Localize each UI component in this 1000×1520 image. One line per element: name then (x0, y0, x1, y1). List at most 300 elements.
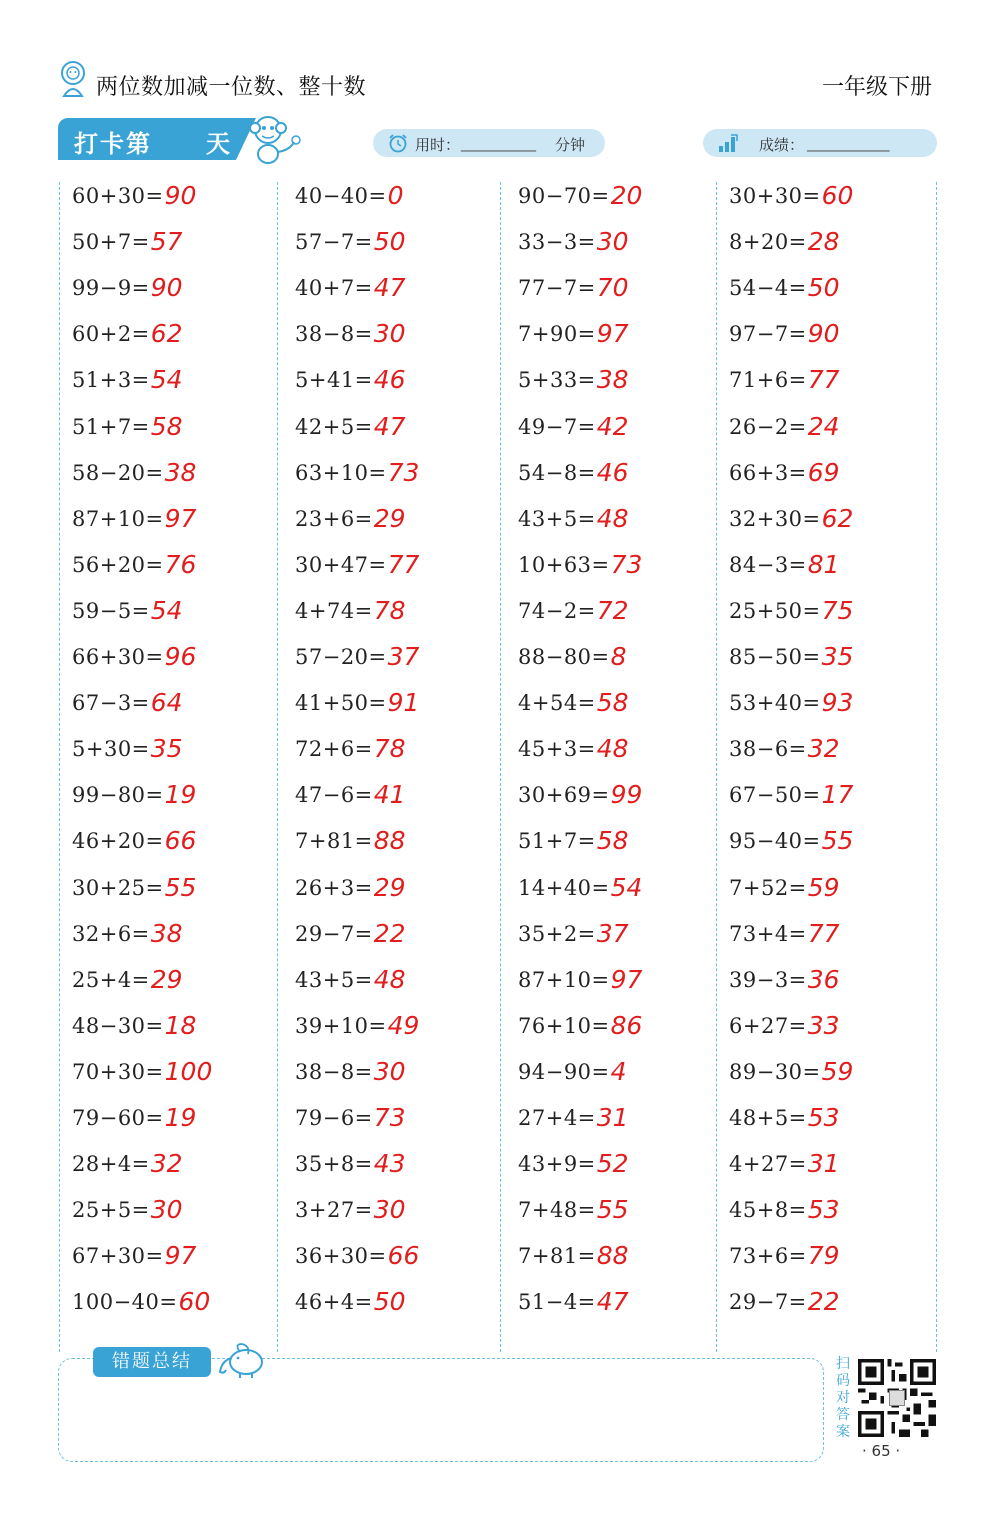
problem-row (729, 180, 853, 226)
handwritten-answer[interactable]: 97 (596, 319, 629, 349)
problem-row (72, 1286, 210, 1332)
handwritten-answer[interactable]: 30 (373, 319, 406, 349)
handwritten-answer[interactable]: 30 (373, 1056, 406, 1086)
problem-row (295, 825, 406, 871)
problem-expression: 25+4= (72, 967, 150, 992)
problem-expression: 87+10= (518, 967, 610, 992)
problem-row (729, 1240, 840, 1286)
problem-row (295, 779, 406, 825)
handwritten-answer[interactable]: 38 (596, 365, 629, 395)
handwritten-answer[interactable]: 8 (610, 642, 627, 671)
problem-expression: 60+2= (72, 322, 150, 347)
handwritten-answer[interactable]: 37 (596, 918, 629, 948)
problem-row (518, 180, 642, 226)
problem-row (518, 918, 629, 964)
problem-row (518, 733, 629, 779)
handwritten-answer[interactable]: 97 (610, 964, 643, 994)
problem-row (295, 272, 406, 318)
problem-expression: 25+50= (729, 598, 821, 623)
problem-expression: 79−60= (72, 1106, 164, 1130)
handwritten-answer[interactable]: 90 (164, 181, 197, 210)
handwritten-answer[interactable]: 48 (596, 734, 629, 764)
problem-row (729, 1102, 840, 1148)
problem-row (518, 687, 629, 733)
problem-row (72, 779, 196, 825)
handwritten-answer[interactable]: 55 (821, 826, 854, 856)
problem-row (295, 687, 419, 733)
handwritten-answer[interactable]: 81 (807, 549, 840, 579)
handwritten-answer[interactable]: 77 (807, 918, 840, 948)
problem-row (729, 549, 840, 595)
problem-row (518, 1010, 642, 1056)
problem-expression: 30+47= (295, 552, 387, 577)
problem-expression: 35+2= (518, 921, 596, 946)
problem-expression: 57−20= (295, 645, 387, 669)
problem-expression: 27+4= (518, 1106, 596, 1130)
handwritten-answer[interactable]: 64 (150, 688, 183, 718)
handwritten-answer[interactable]: 73 (387, 457, 420, 487)
problem-expression: 56+20= (72, 552, 164, 577)
handwritten-answer[interactable]: 46 (373, 365, 406, 395)
problem-row (72, 825, 196, 871)
handwritten-answer[interactable]: 36 (807, 964, 840, 994)
problem-expression: 54−4= (729, 276, 807, 301)
problem-expression: 30+25= (72, 875, 164, 900)
problem-row (72, 918, 183, 964)
handwritten-answer[interactable]: 35 (821, 642, 854, 671)
handwritten-answer[interactable]: 75 (821, 595, 854, 625)
handwritten-answer[interactable]: 88 (373, 826, 406, 856)
qr-code-icon[interactable] (858, 1359, 936, 1437)
handwritten-answer[interactable]: 59 (807, 872, 840, 902)
problem-expression: 63+10= (295, 460, 387, 485)
handwritten-answer[interactable]: 86 (610, 1010, 643, 1040)
problem-expression: 67−50= (729, 783, 821, 808)
problem-row (518, 595, 629, 641)
handwritten-answer[interactable]: 66 (387, 1241, 420, 1271)
handwritten-answer[interactable]: 78 (373, 595, 406, 625)
handwritten-answer[interactable]: 24 (807, 411, 840, 441)
handwritten-answer[interactable]: 42 (596, 411, 629, 441)
time-field (373, 129, 605, 157)
problem-expression: 57−7= (295, 230, 373, 255)
problem-expression: 29−7= (729, 1290, 807, 1315)
problem-row (518, 1148, 629, 1194)
problem-row (72, 641, 196, 687)
problem-expression: 28+4= (72, 1152, 150, 1177)
problem-row (295, 733, 406, 779)
problem-expression: 8+20= (729, 230, 807, 255)
problem-row (72, 457, 196, 503)
problem-expression: 97−7= (729, 322, 807, 347)
problem-row (295, 549, 419, 595)
column-divider (59, 182, 60, 1352)
problem-expression: 49−7= (518, 414, 596, 439)
handwritten-answer[interactable]: 96 (164, 642, 197, 671)
problem-row (72, 1194, 183, 1240)
problem-expression: 45+8= (729, 1198, 807, 1223)
problem-row (729, 411, 840, 457)
checkin-day-unit: 天 (206, 130, 230, 158)
problem-row (518, 1194, 629, 1240)
handwritten-answer[interactable]: 38 (164, 457, 197, 487)
handwritten-answer[interactable]: 62 (150, 319, 183, 349)
handwritten-answer[interactable]: 29 (150, 964, 183, 994)
column-divider (936, 182, 937, 1352)
handwritten-answer[interactable]: 54 (150, 365, 183, 395)
problem-row (72, 411, 183, 457)
problem-expression: 47−6= (295, 783, 373, 808)
handwritten-answer[interactable]: 41 (373, 780, 406, 810)
problem-row (295, 1194, 406, 1240)
problem-expression: 26−2= (729, 414, 807, 439)
problem-row (72, 595, 183, 641)
problem-row (729, 687, 853, 733)
problem-expression: 58−20= (72, 460, 164, 485)
problem-expression: 38−8= (295, 322, 373, 347)
problem-expression: 46+20= (72, 829, 164, 854)
handwritten-answer[interactable]: 29 (373, 503, 406, 533)
problem-row (729, 226, 840, 272)
problem-expression: 79−6= (295, 1106, 373, 1130)
problem-row (295, 918, 406, 964)
handwritten-answer[interactable]: 55 (596, 1195, 629, 1225)
problem-expression: 7+81= (518, 1244, 596, 1269)
problem-row (518, 226, 629, 272)
problem-expression: 7+90= (518, 322, 596, 347)
problem-expression: 30+30= (729, 184, 821, 208)
problem-row (729, 364, 840, 410)
handwritten-answer[interactable]: 20 (610, 181, 643, 210)
handwritten-answer[interactable]: 47 (373, 411, 406, 441)
handwritten-answer[interactable]: 76 (164, 549, 197, 579)
handwritten-answer[interactable]: 29 (373, 872, 406, 902)
handwritten-answer[interactable]: 28 (807, 227, 840, 257)
problem-expression: 66+30= (72, 645, 164, 669)
handwritten-answer[interactable]: 53 (807, 1195, 840, 1225)
problem-expression: 43+5= (295, 967, 373, 992)
problem-row (518, 641, 627, 687)
problem-row (518, 1240, 629, 1286)
handwritten-answer[interactable]: 54 (150, 595, 183, 625)
handwritten-answer[interactable]: 48 (596, 503, 629, 533)
handwritten-answer[interactable]: 78 (373, 734, 406, 764)
time-blank[interactable]: __________ (461, 134, 536, 152)
handwritten-answer[interactable]: 58 (596, 688, 629, 718)
problem-expression: 6+27= (729, 1013, 807, 1038)
problem-expression: 29−7= (295, 921, 373, 946)
handwritten-answer[interactable]: 90 (807, 319, 840, 349)
handwritten-answer[interactable]: 0 (387, 181, 404, 210)
problem-row (72, 1056, 212, 1102)
problem-row (729, 918, 840, 964)
problem-expression: 38−8= (295, 1059, 373, 1084)
handwritten-answer[interactable]: 37 (387, 642, 420, 671)
problem-row (518, 364, 629, 410)
problem-row (295, 318, 406, 364)
handwritten-answer[interactable]: 47 (373, 273, 406, 303)
problem-row (72, 226, 183, 272)
problem-expression: 5+41= (295, 368, 373, 393)
problem-expression: 5+33= (518, 368, 596, 393)
problem-expression: 90−70= (518, 184, 610, 208)
problem-expression: 30+69= (518, 783, 610, 808)
problem-expression: 10+63= (518, 552, 610, 577)
handwritten-answer[interactable]: 35 (150, 734, 183, 764)
handwritten-answer[interactable]: 57 (150, 227, 183, 257)
problem-row (295, 1148, 406, 1194)
problem-expression: 5+30= (72, 737, 150, 762)
handwritten-answer[interactable]: 58 (596, 826, 629, 856)
problem-row (72, 1010, 196, 1056)
score-field (703, 129, 937, 157)
problem-row (72, 1240, 196, 1286)
problem-expression: 43+9= (518, 1152, 596, 1177)
column-divider (500, 182, 501, 1352)
score-label: 成绩： (759, 136, 805, 154)
problem-row (295, 364, 406, 410)
problem-expression: 4+54= (518, 691, 596, 716)
problem-row (295, 411, 406, 457)
handwritten-answer[interactable]: 72 (596, 595, 629, 625)
handwritten-answer[interactable]: 18 (164, 1010, 197, 1040)
elephant-icon (212, 1340, 270, 1380)
time-unit: 分钟 (555, 136, 586, 154)
problem-expression: 88−80= (518, 645, 610, 669)
problem-row (729, 1010, 840, 1056)
problem-expression: 41+50= (295, 691, 387, 716)
problem-row (295, 641, 419, 687)
problem-row (729, 779, 853, 825)
problem-row (295, 1240, 419, 1286)
handwritten-answer[interactable]: 38 (150, 918, 183, 948)
problem-row (72, 964, 183, 1010)
problem-row (518, 825, 629, 871)
problem-expression: 76+10= (518, 1013, 610, 1038)
problem-row (295, 226, 406, 272)
handwritten-answer[interactable]: 100 (164, 1056, 213, 1086)
handwritten-answer[interactable]: 97 (164, 503, 197, 533)
page-number: · 65 · (862, 1442, 901, 1460)
problem-expression: 67−3= (72, 691, 150, 716)
handwritten-answer[interactable]: 66 (164, 826, 197, 856)
problem-row (72, 549, 196, 595)
problem-row (518, 272, 629, 318)
problem-expression: 51+7= (72, 414, 150, 439)
problem-expression: 71+6= (729, 368, 807, 393)
problem-expression: 3+27= (295, 1198, 373, 1223)
problem-expression: 14+40= (518, 875, 610, 900)
problem-row (518, 1056, 627, 1102)
handwritten-answer[interactable]: 77 (807, 365, 840, 395)
handwritten-answer[interactable]: 79 (807, 1241, 840, 1271)
problem-expression: 73+6= (729, 1244, 807, 1269)
problem-expression: 7+52= (729, 875, 807, 900)
handwritten-answer[interactable]: 32 (807, 734, 840, 764)
handwritten-answer[interactable]: 77 (387, 549, 420, 579)
problem-row (518, 457, 629, 503)
handwritten-answer[interactable]: 97 (164, 1241, 197, 1271)
handwritten-answer[interactable]: 22 (807, 1287, 840, 1317)
problem-expression: 38−6= (729, 737, 807, 762)
column-divider (277, 182, 278, 1352)
problem-row (72, 503, 196, 549)
problem-expression: 42+5= (295, 414, 373, 439)
handwritten-answer[interactable]: 99 (610, 780, 643, 810)
problem-row (729, 272, 840, 318)
handwritten-answer[interactable]: 33 (807, 1010, 840, 1040)
mistake-summary-label: 错题总结 (93, 1347, 211, 1377)
handwritten-answer[interactable]: 70 (596, 273, 629, 303)
handwritten-answer[interactable]: 50 (373, 227, 406, 257)
problem-row (295, 180, 404, 226)
problem-expression: 66+3= (729, 460, 807, 485)
handwritten-answer[interactable]: 4 (610, 1056, 627, 1086)
handwritten-answer[interactable]: 62 (821, 503, 854, 533)
handwritten-answer[interactable]: 73 (373, 1103, 406, 1132)
problem-expression: 36+30= (295, 1244, 387, 1269)
problem-expression: 39−3= (729, 967, 807, 992)
handwritten-answer[interactable]: 30 (150, 1195, 183, 1225)
problem-expression: 32+6= (72, 921, 150, 946)
problem-expression: 33−3= (518, 230, 596, 255)
problem-row (729, 1194, 840, 1240)
problem-expression: 72+6= (295, 737, 373, 762)
problem-expression: 45+3= (518, 737, 596, 762)
problem-row (295, 1102, 406, 1148)
handwritten-answer[interactable]: 69 (807, 457, 840, 487)
problem-row (72, 272, 183, 318)
problem-row (295, 872, 406, 918)
problem-expression: 26+3= (295, 875, 373, 900)
problem-row (72, 180, 196, 226)
handwritten-answer[interactable]: 60 (821, 181, 854, 210)
problem-expression: 99−9= (72, 276, 150, 301)
problem-expression: 95−40= (729, 829, 821, 854)
handwritten-answer[interactable]: 60 (178, 1287, 211, 1317)
problem-expression: 73+4= (729, 921, 807, 946)
problem-row (729, 825, 853, 871)
handwritten-answer[interactable]: 90 (150, 273, 183, 303)
column-divider (716, 182, 717, 1352)
problem-expression: 84−3= (729, 552, 807, 577)
time-label: 用时： (415, 136, 461, 154)
checkin-ribbon (58, 118, 236, 160)
handwritten-answer[interactable]: 91 (387, 688, 420, 718)
handwritten-answer[interactable]: 59 (821, 1056, 854, 1086)
handwritten-answer[interactable]: 50 (807, 273, 840, 303)
handwritten-answer[interactable]: 46 (596, 457, 629, 487)
problem-row (518, 779, 642, 825)
problem-expression: 50+7= (72, 230, 150, 255)
handwritten-answer[interactable]: 73 (610, 549, 643, 579)
problem-expression: 59−5= (72, 598, 150, 623)
problem-row (518, 872, 642, 918)
handwritten-answer[interactable]: 43 (373, 1149, 406, 1179)
problem-row (729, 595, 853, 641)
problem-expression: 48−30= (72, 1013, 164, 1038)
handwritten-answer[interactable]: 58 (150, 411, 183, 441)
problem-expression: 7+48= (518, 1198, 596, 1223)
handwritten-answer[interactable]: 47 (596, 1287, 629, 1317)
problem-row (518, 1102, 629, 1148)
problem-row (729, 1056, 853, 1102)
lion-logo-icon (58, 60, 88, 98)
problem-row (72, 318, 183, 364)
problem-row (729, 457, 840, 503)
score-blank[interactable]: ___________ (807, 134, 890, 152)
handwritten-answer[interactable]: 50 (373, 1287, 406, 1317)
monkey-mascot-icon (246, 112, 304, 166)
handwritten-answer[interactable]: 19 (164, 1103, 197, 1132)
handwritten-answer[interactable]: 54 (610, 872, 643, 902)
problem-row (72, 1148, 183, 1194)
problem-expression: 4+27= (729, 1152, 807, 1177)
handwritten-answer[interactable]: 93 (821, 688, 854, 718)
problem-row (72, 1102, 196, 1148)
handwritten-answer[interactable]: 31 (807, 1149, 840, 1179)
problem-expression: 7+81= (295, 829, 373, 854)
problem-expression: 89−30= (729, 1059, 821, 1084)
problem-expression: 85−50= (729, 645, 821, 669)
checkin-label: 打卡第 (74, 130, 152, 158)
problem-row (729, 641, 853, 687)
problem-row (729, 1286, 840, 1332)
handwritten-answer[interactable]: 55 (164, 872, 197, 902)
problem-row (295, 1056, 406, 1102)
problem-expression: 4+74= (295, 598, 373, 623)
problem-expression: 46+4= (295, 1290, 373, 1315)
handwritten-answer[interactable]: 88 (596, 1241, 629, 1271)
handwritten-answer[interactable]: 48 (373, 964, 406, 994)
problem-expression: 54−8= (518, 460, 596, 485)
problem-expression: 51−4= (518, 1290, 596, 1315)
handwritten-answer[interactable]: 30 (373, 1195, 406, 1225)
problem-expression: 67+30= (72, 1244, 164, 1269)
problem-row (72, 872, 196, 918)
problem-expression: 39+10= (295, 1013, 387, 1038)
handwritten-answer[interactable]: 53 (807, 1103, 840, 1132)
problem-row (295, 964, 406, 1010)
problem-row (72, 733, 183, 779)
handwritten-answer[interactable]: 32 (150, 1149, 183, 1179)
handwritten-answer[interactable]: 31 (596, 1103, 629, 1132)
problem-expression: 74−2= (518, 598, 596, 623)
problem-expression: 48+5= (729, 1106, 807, 1130)
handwritten-answer[interactable]: 19 (164, 780, 197, 810)
problem-expression: 99−80= (72, 783, 164, 808)
handwritten-answer[interactable]: 22 (373, 918, 406, 948)
problem-expression: 35+8= (295, 1152, 373, 1177)
problem-expression: 53+40= (729, 691, 821, 716)
problem-row (518, 549, 642, 595)
problem-expression: 60+30= (72, 184, 164, 208)
alarm-clock-icon (387, 133, 409, 153)
handwritten-answer[interactable]: 30 (596, 227, 629, 257)
problem-expression: 87+10= (72, 506, 164, 531)
problem-expression: 32+30= (729, 506, 821, 531)
problem-row (295, 595, 406, 641)
handwritten-answer[interactable]: 49 (387, 1010, 420, 1040)
problem-row (518, 411, 629, 457)
problem-row (729, 733, 840, 779)
problem-expression: 70+30= (72, 1059, 164, 1084)
handwritten-answer[interactable]: 52 (596, 1149, 629, 1179)
problem-row (518, 503, 629, 549)
problem-row (295, 1010, 419, 1056)
problem-row (72, 364, 183, 410)
handwritten-answer[interactable]: 17 (821, 780, 854, 810)
